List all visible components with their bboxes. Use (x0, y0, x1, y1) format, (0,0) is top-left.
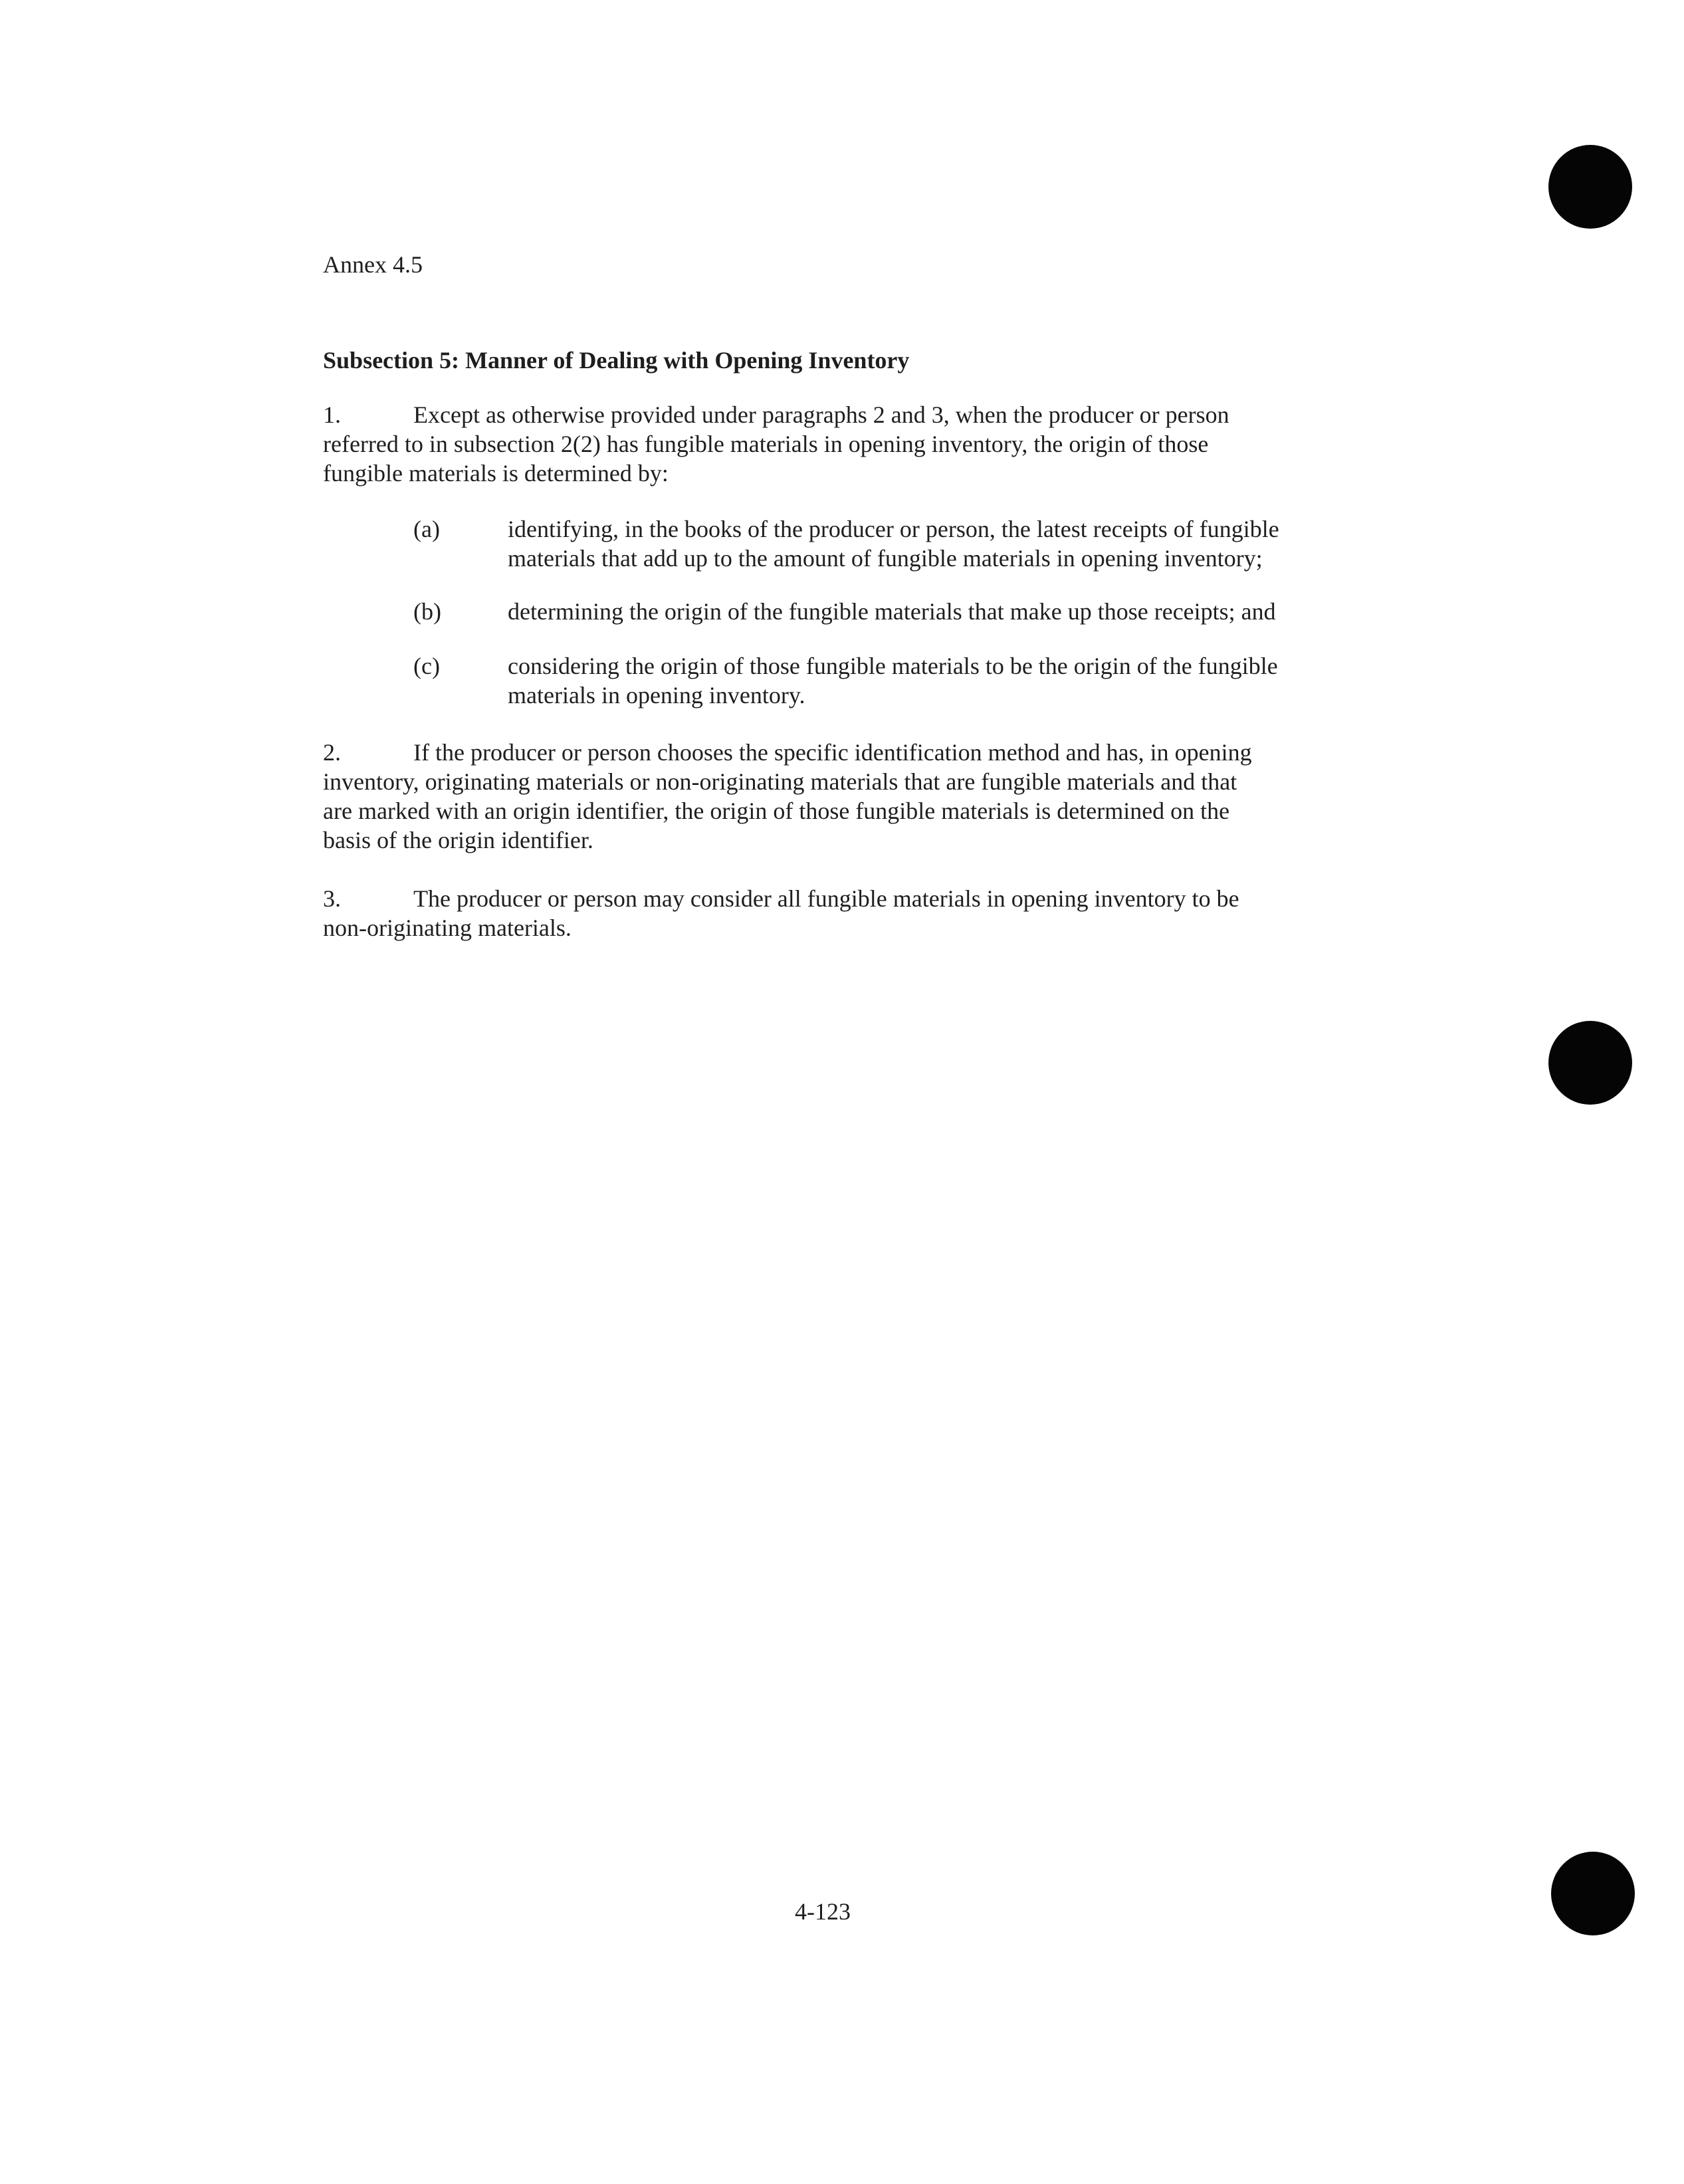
paragraph-2 (323, 738, 1360, 855)
paragraph-text: Except as otherwise provided under paragraphs 2 and 3, when the producer or person (413, 401, 1229, 428)
list-item-line: identifying, in the books of the producer or person, the latest receipts of fungible (508, 516, 1279, 542)
list-item-label: (b) (413, 598, 441, 625)
list-item-body (508, 651, 1372, 710)
list-item-line: materials in opening inventory. (508, 682, 805, 709)
paragraph-line: non-originating materials. (323, 915, 572, 941)
paragraph-line: fungible materials is determined by: (323, 460, 669, 487)
section-heading: Subsection 5: Manner of Dealing with Opening Inventory (323, 347, 910, 374)
list-item-line: materials that add up to the amount of fungible materials in opening inventory; (508, 545, 1263, 572)
list-item-body (508, 514, 1372, 573)
punch-hole-bottom (1551, 1852, 1635, 1935)
paragraph-text: The producer or person may consider all fungible materials in opening inventory to be (413, 885, 1239, 912)
page-number: 4-123 (795, 1898, 851, 1925)
list-item-label: (a) (413, 516, 440, 542)
paragraph-line (323, 400, 1360, 429)
punch-hole-top (1548, 145, 1632, 229)
paragraph-line (323, 884, 1360, 913)
list-item-label: (c) (413, 653, 440, 679)
paragraph-1 (323, 400, 1360, 488)
paragraph-line (323, 738, 1360, 767)
paragraph-line: inventory, originating materials or non-originating materials that are fungible materials and that (323, 768, 1237, 795)
paragraph-number: 3. (323, 885, 341, 912)
punch-hole-middle (1548, 1021, 1632, 1105)
paragraph-number: 2. (323, 739, 341, 766)
list-item-line: determining the origin of the fungible materials that make up those receipts; and (508, 598, 1276, 625)
list-item-line: considering the origin of those fungible materials to be the origin of the fungible (508, 653, 1278, 679)
annex-label: Annex 4.5 (323, 251, 423, 278)
paragraph-3 (323, 884, 1360, 942)
paragraph-number: 1. (323, 401, 341, 428)
paragraph-text: If the producer or person chooses the specific identification method and has, in opening (413, 739, 1252, 766)
paragraph-line: basis of the origin identifier. (323, 827, 593, 853)
list-item-body (508, 597, 1372, 626)
paragraph-line: referred to in subsection 2(2) has fungible materials in opening inventory, the origin of those (323, 431, 1209, 457)
paragraph-line: are marked with an origin identifier, the origin of those fungible materials is determined on the (323, 798, 1230, 824)
